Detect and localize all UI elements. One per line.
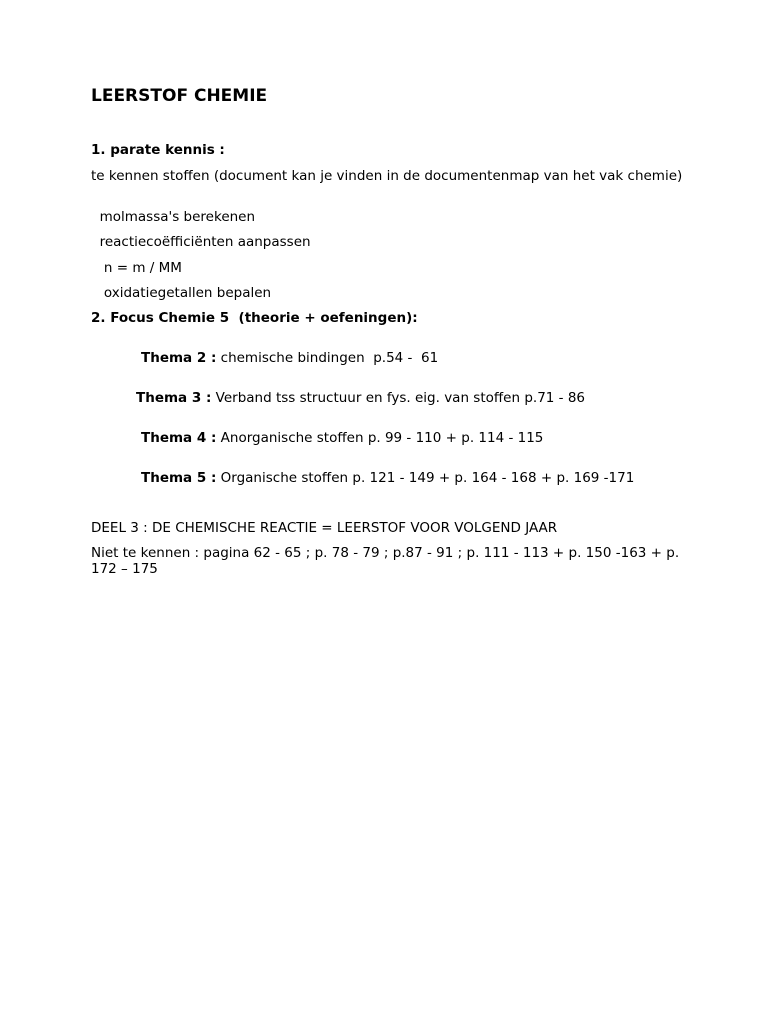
theme-label: Thema 5 :	[141, 470, 217, 486]
section1-heading: 1. parate kennis :	[91, 142, 225, 158]
theme-line	[141, 430, 543, 446]
niet-te-kennen-note: Niet te kennen : pagina 62 - 65 ; p. 78 - 79 ; p.87 - 91 ; p. 111 - 113 + p. 150 -163 + p. 172 – 175	[91, 545, 680, 577]
section1-item-reactiecoefficienten: reactiecoëfficiënten aanpassen	[91, 234, 311, 250]
theme-line	[136, 390, 585, 406]
section1-item-formula: n = m / MM	[91, 260, 182, 276]
theme-line	[141, 470, 634, 486]
theme-text: chemische bindingen p.54 - 61	[216, 350, 439, 366]
deel3-note: DEEL 3 : DE CHEMISCHE REACTIE = LEERSTOF VOOR VOLGEND JAAR	[91, 520, 558, 536]
section1-item-oxidatiegetallen: oxidatiegetallen bepalen	[91, 285, 272, 301]
theme-label: Thema 2 :	[141, 350, 217, 366]
theme-label: Thema 3 :	[136, 390, 212, 406]
document-title: LEERSTOF CHEMIE	[91, 86, 268, 106]
theme-text: Organische stoffen p. 121 - 149 + p. 164 - 168 + p. 169 -171	[216, 470, 635, 486]
section1-item-stoffen: te kennen stoffen (document kan je vinden in de documentenmap van het vak chemie)	[91, 168, 683, 184]
section1-item-molmassa: molmassa's berekenen	[91, 209, 256, 225]
section2-heading: 2. Focus Chemie 5 (theorie + oefeningen):	[91, 310, 418, 326]
theme-text: Verband tss structuur en fys. eig. van stoffen p.71 - 86	[211, 390, 586, 406]
theme-line	[141, 350, 438, 366]
theme-label: Thema 4 :	[141, 430, 217, 446]
theme-text: Anorganische stoffen p. 99 - 110 + p. 114 - 115	[216, 430, 544, 446]
